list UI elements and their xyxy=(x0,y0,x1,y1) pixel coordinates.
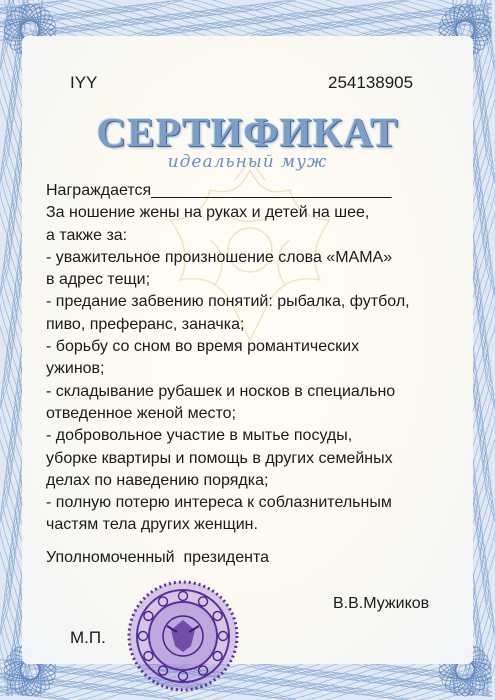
award-text-line: делах по наведению порядка; xyxy=(46,471,269,489)
award-text-line: уборке квартиры и помощь в других семейных xyxy=(46,449,393,467)
award-text-line: За ношение жены на руках и детей на шее, xyxy=(46,204,370,222)
award-text-line: - добровольное участие в мытье посуды, xyxy=(46,427,353,445)
award-text-line: - предание забвению понятий: рыбалка, футбол, xyxy=(46,293,410,311)
certificate-series: IYY xyxy=(70,73,98,92)
award-text-line: частям тела других женщин. xyxy=(46,516,258,534)
certificate-subtitle: идеальный муж xyxy=(167,152,328,172)
award-text-line: - уважительное произношение слова «МАМА» xyxy=(46,248,393,266)
signatory-name: В.В.Мужиков xyxy=(333,595,430,612)
award-text-line: отведенное женой место; xyxy=(46,404,236,422)
award-text-line: - борьбу со сном во время романтических xyxy=(46,338,360,356)
certificate-number: 254138905 xyxy=(328,73,414,92)
authority-title: Уполномоченный президента xyxy=(46,549,270,566)
award-text-line: пиво, преферанс, заначка; xyxy=(46,315,245,333)
award-text-line: - полную потерю интереса к соблазнительным xyxy=(46,494,392,512)
stamp-place-label: М.П. xyxy=(70,628,106,647)
award-text-line: а также за: xyxy=(46,226,128,244)
award-text-line: ужинов; xyxy=(46,360,105,378)
award-recipient-line: Награждается___________________________ xyxy=(46,182,392,199)
certificate-title: СЕРТИФИКАТ xyxy=(96,109,399,155)
award-text-line: в адрес тещи; xyxy=(46,271,151,289)
official-seal-stamp xyxy=(120,578,246,694)
award-text-line: - складывание рубашек и носков в специально xyxy=(46,382,396,400)
award-text xyxy=(46,180,476,537)
